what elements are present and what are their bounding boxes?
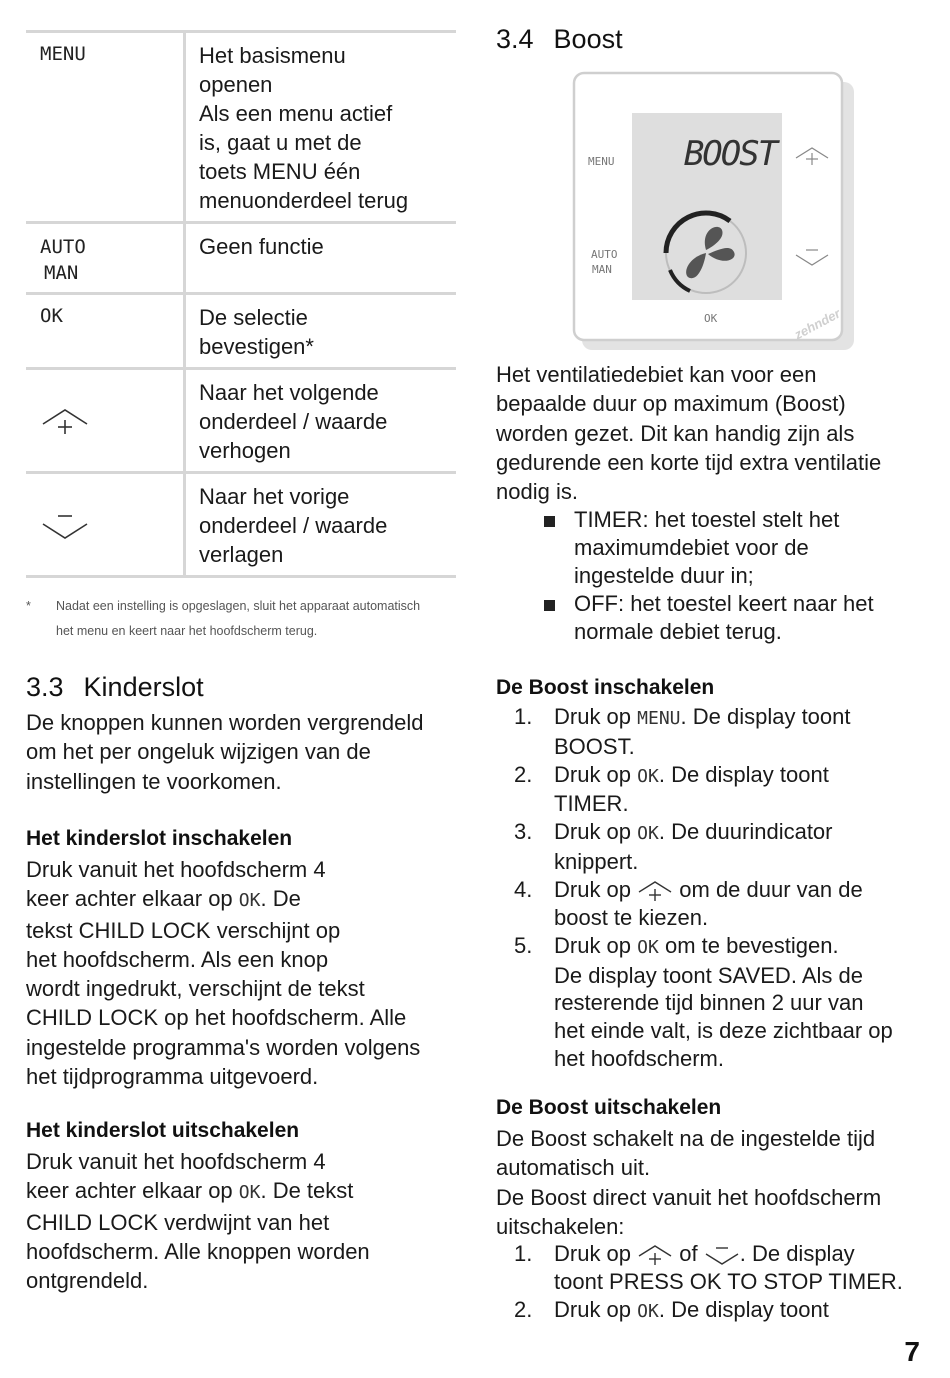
down-minus-icon <box>704 1242 740 1268</box>
text-line: nodig is. <box>496 479 578 505</box>
boost-intro <box>496 360 881 506</box>
text-line <box>554 818 893 848</box>
text-fragment: om te bevestigen. <box>658 932 839 958</box>
desc-line: Als een menu actief <box>199 101 393 126</box>
footnote-line: het menu en keert naar het hoofdscherm terug. <box>56 624 318 638</box>
text-line: maximumdebiet voor de <box>574 535 809 560</box>
section-number: 3.4 <box>496 24 534 54</box>
subheading-boost-on: De Boost inschakelen <box>496 676 715 699</box>
text-line: bepaalde duur op maximum (Boost) <box>496 391 846 417</box>
ok-key-label: OK <box>637 765 659 787</box>
text-line: om het per ongeluk wijzigen van de <box>26 739 371 765</box>
device-menu-label: MENU <box>588 155 615 168</box>
section-title: Boost <box>553 24 623 54</box>
desc-line: verlagen <box>199 542 284 567</box>
text-line: Druk vanuit het hoofdscherm 4 <box>26 857 326 882</box>
kinderslot-off-text <box>26 1147 370 1295</box>
list-item <box>496 1240 903 1296</box>
desc-line: Het basismenu <box>199 43 346 68</box>
text-fragment: . De <box>260 886 301 912</box>
list-item <box>496 703 893 761</box>
text-line: ingestelde programma's worden volgens <box>26 1034 421 1060</box>
subheading-kinderslot-off: Het kinderslot uitschakelen <box>26 1119 300 1142</box>
key-description <box>186 295 456 367</box>
key-row-up <box>26 370 456 474</box>
key-label-line: AUTO <box>40 236 86 258</box>
key-row-auto-man <box>26 224 456 295</box>
step-number: 3. <box>514 819 533 845</box>
list-item <box>496 506 874 590</box>
text-line: ontgrendeld. <box>26 1268 149 1294</box>
text-line: het einde valt, is deze zichtbaar op <box>554 1018 893 1044</box>
text-line: knippert. <box>554 848 639 874</box>
key-description <box>186 370 456 471</box>
boost-on-steps <box>496 703 893 1073</box>
text-fragment: . De display toont <box>658 1296 829 1322</box>
text-line: CHILD LOCK verdwijnt van het <box>26 1209 330 1235</box>
text-fragment: . De duurindicator <box>658 819 833 845</box>
text-line <box>554 876 893 904</box>
text-line <box>554 932 893 962</box>
text-line: De knoppen kunnen worden vergrendeld <box>26 710 424 735</box>
list-item <box>496 818 893 876</box>
footnote-line: Nadat een instelling is opgeslagen, sluit het apparaat automatisch <box>56 599 421 613</box>
text-fragment: keer achter elkaar op <box>26 886 239 912</box>
text-fragment: Druk op <box>554 761 638 787</box>
text-fragment: of <box>673 1241 704 1266</box>
step-number: 5. <box>514 932 533 958</box>
text-fragment: Druk op <box>554 819 638 845</box>
step-number: 4. <box>514 876 533 902</box>
key-label: MENU <box>26 33 186 221</box>
text-line: wordt ingedrukt, verschijnt de tekst <box>26 976 365 1002</box>
text-line: Druk vanuit het hoofdscherm 4 <box>26 1149 326 1174</box>
bullet-square-icon <box>544 600 555 611</box>
up-plus-icon <box>637 878 673 904</box>
text-line: toont PRESS OK TO STOP TIMER. <box>554 1269 903 1295</box>
text-line <box>554 703 893 733</box>
text-line: De Boost direct vanuit het hoofdscherm <box>496 1184 882 1210</box>
text-line: worden gezet. Dit kan handig zijn als <box>496 420 855 446</box>
step-number: 1. <box>514 704 533 729</box>
ok-key-label: OK <box>637 1300 659 1322</box>
list-item <box>496 932 893 1073</box>
list-item <box>496 876 893 932</box>
text-line: het hoofdscherm. Als een knop <box>26 946 329 972</box>
desc-line: menuonderdeel terug <box>199 188 409 213</box>
text-fragment: Druk op <box>554 1296 638 1322</box>
text-line <box>554 1240 903 1268</box>
text-fragment: keer achter elkaar op <box>26 1178 239 1204</box>
boost-options-list <box>496 506 874 646</box>
text-fragment: . De display toont <box>658 761 829 787</box>
text-line <box>554 761 893 791</box>
text-line: het tijdprogramma uitgevoerd. <box>26 1064 319 1090</box>
text-line: tekst CHILD LOCK verschijnt op <box>26 917 341 943</box>
footnote-marker: * <box>26 599 31 613</box>
bullet-square-icon <box>544 516 555 527</box>
desc-line: Naar het volgende <box>199 380 379 405</box>
text-line: normale debiet terug. <box>574 619 782 644</box>
desc-line: toets MENU één <box>199 159 361 184</box>
up-plus-icon <box>637 1242 673 1268</box>
text-line <box>554 1296 903 1326</box>
text-fragment: om de duur van de <box>673 876 863 902</box>
subheading-boost-off: De Boost uitschakelen <box>496 1096 722 1119</box>
ok-key-label: OK <box>238 1182 261 1204</box>
footnote <box>26 594 456 644</box>
text-line <box>26 884 420 915</box>
desc-line: Naar het vorige <box>199 484 350 509</box>
text-fragment: . De display <box>739 1241 855 1266</box>
list-item <box>496 590 874 646</box>
text-fragment: Druk op <box>554 704 638 729</box>
key-row-ok <box>26 295 456 370</box>
text-line: BOOST. <box>554 733 635 759</box>
text-line: OFF: het toestel keert naar het <box>574 591 874 616</box>
text-line: De display toont SAVED. Als de <box>554 962 863 988</box>
list-item <box>496 761 893 819</box>
menu-key-label: MENU <box>637 708 681 729</box>
device-ok-label: OK <box>704 312 718 325</box>
key-icon-cell <box>26 474 186 575</box>
desc-line: Geen functie <box>199 234 324 259</box>
step-number: 2. <box>514 761 533 787</box>
desc-line: De selectie <box>199 305 308 330</box>
display-boost-text: BOOST <box>683 134 777 174</box>
section-title: Kinderslot <box>83 672 204 702</box>
list-item <box>496 1296 903 1326</box>
desc-line: onderdeel / waarde <box>199 409 388 434</box>
text-line: uitschakelen: <box>496 1213 625 1239</box>
ok-key-label: OK <box>238 890 261 912</box>
section-heading-boost <box>496 24 623 55</box>
ok-key-label: OK <box>637 823 659 845</box>
up-plus-icon <box>40 404 90 440</box>
text-line: gedurende een korte tijd extra ventilatie <box>496 449 882 475</box>
text-fragment: Druk op <box>554 932 638 958</box>
desc-line: verhogen <box>199 438 291 463</box>
text-fragment: Druk op <box>554 876 638 902</box>
step-number: 2. <box>514 1296 533 1322</box>
key-label: OK <box>26 295 186 367</box>
text-line <box>26 1176 370 1207</box>
desc-line: is, gaat u met de <box>199 130 362 155</box>
key-row-down <box>26 474 456 578</box>
subheading-kinderslot-on: Het kinderslot inschakelen <box>26 827 293 850</box>
key-row-menu <box>26 33 456 224</box>
text-line: boost te kiezen. <box>554 904 709 930</box>
section-number: 3.3 <box>26 672 64 702</box>
kinderslot-on-text <box>26 855 420 1091</box>
key-table <box>26 30 456 578</box>
text-line: resterende tijd binnen 2 uur van <box>554 990 864 1016</box>
section-heading-kinderslot <box>26 672 204 703</box>
text-line: Het ventilatiedebiet kan voor een <box>496 362 817 387</box>
boost-off-steps <box>496 1240 903 1326</box>
text-line: hoofdscherm. Alle knoppen worden <box>26 1238 370 1264</box>
key-description <box>186 474 456 575</box>
text-line: CHILD LOCK op het hoofdscherm. Alle <box>26 1005 407 1031</box>
down-minus-icon <box>40 508 90 544</box>
text-fragment: . De display toont <box>680 704 851 729</box>
step-number: 1. <box>514 1241 533 1266</box>
text-line: het hoofdscherm. <box>554 1045 724 1071</box>
text-line: TIMER. <box>554 791 629 817</box>
text-line: instellingen te voorkomen. <box>26 768 282 794</box>
text-fragment: Druk op <box>554 1241 638 1266</box>
key-label-line: MAN <box>44 262 79 284</box>
boost-off-text <box>496 1124 881 1241</box>
kinderslot-intro <box>26 708 424 796</box>
device-auto-label: AUTO <box>591 248 618 261</box>
text-line: De Boost schakelt na de ingestelde tijd <box>496 1126 876 1151</box>
text-fragment: . De tekst <box>260 1178 354 1204</box>
desc-line: onderdeel / waarde <box>199 513 388 538</box>
ok-key-label: OK <box>637 936 659 958</box>
brand-logo: zehnder <box>791 305 843 343</box>
key-icon-cell <box>26 370 186 471</box>
text-line: ingestelde duur in; <box>574 563 754 588</box>
text-line: TIMER: het toestel stelt het <box>574 507 840 532</box>
key-description <box>186 224 456 292</box>
desc-line: bevestigen* <box>199 334 314 359</box>
text-line: automatisch uit. <box>496 1155 651 1181</box>
desc-line: openen <box>199 72 273 97</box>
controller-illustration <box>570 70 860 355</box>
key-label <box>26 224 186 292</box>
key-description <box>186 33 456 221</box>
page-number: 7 <box>904 1336 920 1367</box>
device-man-label: MAN <box>592 263 612 276</box>
